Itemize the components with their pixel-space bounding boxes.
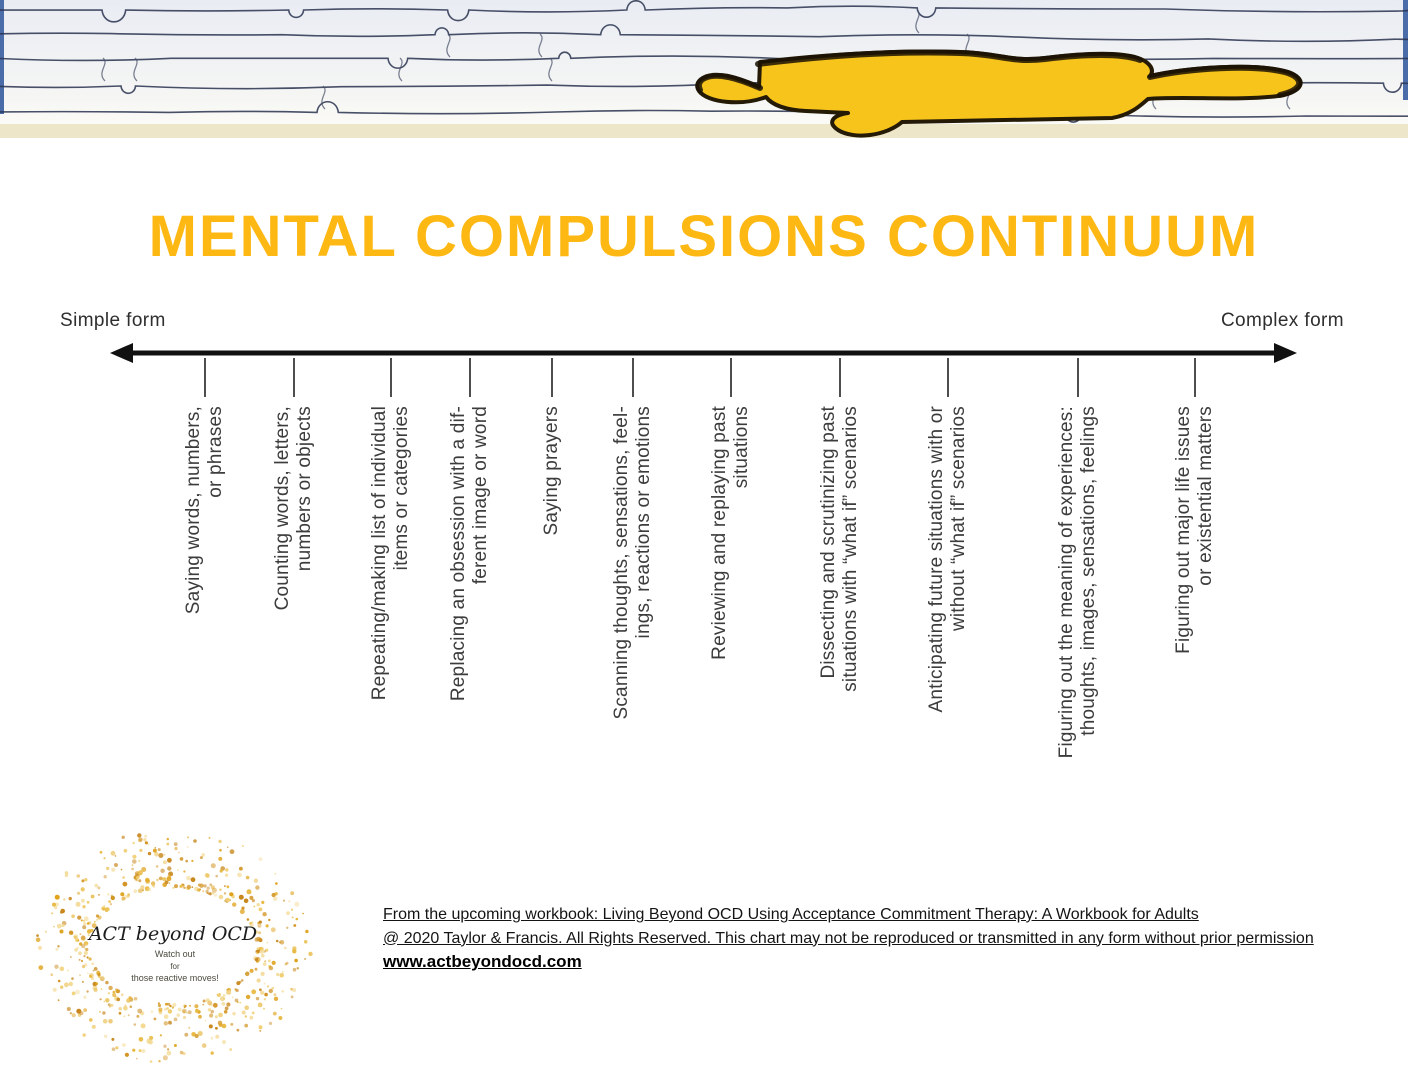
continuum-item-line: Anticipating future situations with or (926, 406, 947, 713)
copyright-line: @ 2020 Taylor & Francis. All Rights Reserved. This chart may not be reproduced or transmitted in any form without prior permission (383, 929, 1314, 947)
website-link[interactable]: www.actbeyondocd.com (383, 952, 582, 971)
continuum-item-line: ferent image or word (470, 406, 491, 585)
simple-form-label: Simple form (60, 310, 166, 331)
continuum-item-label (272, 406, 316, 610)
logo-tagline-line: those reactive moves! (131, 973, 219, 983)
continuum-item-line: situations (731, 406, 752, 489)
continuum-item-line: or phrases (205, 406, 226, 498)
source-attribution (383, 903, 1314, 974)
continuum-item-line: Figuring out major life issues (1173, 406, 1194, 654)
logo-tagline-line: for (170, 962, 180, 971)
continuum-item-line: Figuring out the meaning of experiences: (1056, 406, 1077, 759)
act-beyond-ocd-logo (35, 828, 315, 1078)
source-line: From the upcoming workbook: Living Beyond OCD Using Acceptance Commitment Therapy: A Workbook for Adults (383, 906, 1199, 923)
continuum-item-label (183, 406, 227, 614)
complex-form-label: Complex form (1220, 310, 1344, 331)
continuum-item-line: items or categories (391, 406, 412, 571)
continuum-item-label (611, 406, 655, 720)
continuum-item-line: Reviewing and replaying past (709, 406, 730, 660)
continuum-item-label (709, 406, 753, 660)
continuum-item-line: Saying prayers (541, 406, 562, 536)
continuum-item-line: thoughts, images, sensations, feelings (1078, 406, 1099, 736)
continuum-item-line: Replacing an obsession with a dif- (448, 406, 469, 702)
continuum-item-label (926, 406, 970, 712)
continuum-item-label (1056, 406, 1100, 758)
continuum-item-label (818, 406, 862, 692)
continuum-item-line: numbers or objects (294, 406, 315, 572)
continuum-item-line: without “what if” scenarios (948, 406, 969, 632)
logo-title: ACT beyond OCD (88, 923, 258, 945)
continuum-item-line: Counting words, letters, (272, 406, 293, 611)
continuum-item-line: Scanning thoughts, sensations, feel- (611, 406, 632, 720)
continuum-item-label (448, 406, 492, 701)
page-title: MENTAL COMPULSIONS CONTINUUM (148, 204, 1260, 269)
continuum-item-line: Dissecting and scrutinizing past (818, 406, 839, 679)
logo-tagline-line: Watch out (154, 949, 196, 959)
continuum-item-label (369, 406, 413, 700)
logo-center (91, 889, 255, 1003)
continuum-item-label (541, 406, 563, 536)
continuum-item-line: Saying words, numbers, (183, 406, 204, 615)
continuum-item-label (1173, 406, 1217, 654)
continuum-item-line: ings, reactions or emotions (633, 406, 654, 639)
continuum-item-line: situations with “what if” scenarios (840, 406, 861, 692)
continuum-item-line: or existential matters (1195, 406, 1216, 586)
continuum-item-line: Repeating/making list of individual (369, 406, 390, 701)
